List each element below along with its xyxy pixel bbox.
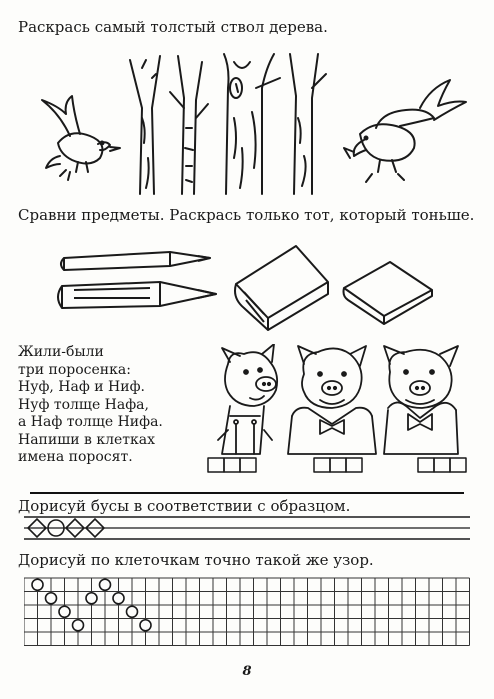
thin-book-icon bbox=[344, 262, 433, 324]
tree-trunk-2-icon bbox=[170, 56, 208, 194]
beads-strip bbox=[24, 515, 470, 541]
tree-trunk-4-icon bbox=[290, 54, 326, 194]
poem-line: а Наф толще Нифа. bbox=[18, 414, 163, 430]
pattern-circle bbox=[86, 593, 97, 604]
page-number: 8 bbox=[242, 664, 252, 679]
tree-trunk-1-icon bbox=[130, 56, 160, 194]
right-bird-icon bbox=[344, 80, 466, 182]
thick-piglet-icon bbox=[384, 346, 458, 454]
pattern-circle bbox=[127, 606, 138, 617]
left-bird-icon bbox=[42, 96, 120, 180]
thin-piglet-icon bbox=[218, 344, 277, 454]
answer-boxes bbox=[208, 458, 466, 472]
pattern-circle bbox=[32, 579, 43, 590]
poem-line: Жили-были bbox=[18, 344, 104, 360]
section-divider bbox=[30, 492, 464, 494]
pattern-circle bbox=[113, 593, 124, 604]
thin-pencil-icon bbox=[61, 252, 210, 270]
poem-line: три поросенка: bbox=[18, 361, 131, 378]
thick-pencil-icon bbox=[58, 282, 216, 308]
poem-line: Напиши в клетках bbox=[18, 431, 156, 448]
poem-line: имена поросят. bbox=[18, 449, 133, 465]
compare-scene bbox=[50, 236, 450, 332]
task-pattern-title: Дорисуй по клеточкам точно такой же узор. bbox=[18, 551, 374, 569]
pattern-circle bbox=[100, 579, 111, 590]
pattern-circle bbox=[59, 606, 70, 617]
pattern-circle bbox=[73, 620, 84, 631]
piglets-poem bbox=[18, 344, 163, 467]
task-beads-title: Дорисуй бусы в соответствии с образцом. bbox=[18, 497, 351, 515]
pattern-circle bbox=[140, 620, 151, 631]
pattern-grid bbox=[24, 573, 470, 653]
task-trees-title: Раскрась самый толстый ствол дерева. bbox=[18, 18, 328, 36]
piglets-scene bbox=[200, 344, 470, 478]
pattern-circle bbox=[46, 593, 57, 604]
poem-line: Нуф толще Нафа, bbox=[18, 396, 149, 413]
trees-scene bbox=[30, 48, 470, 196]
thick-book-icon bbox=[235, 246, 328, 330]
poem-line: Нуф, Наф и Ниф. bbox=[18, 379, 145, 395]
middle-piglet-icon bbox=[288, 346, 376, 454]
tree-trunk-3-icon bbox=[224, 54, 280, 194]
task-compare-title: Сравни предметы. Раскрась только тот, который тоньше. bbox=[18, 206, 475, 224]
